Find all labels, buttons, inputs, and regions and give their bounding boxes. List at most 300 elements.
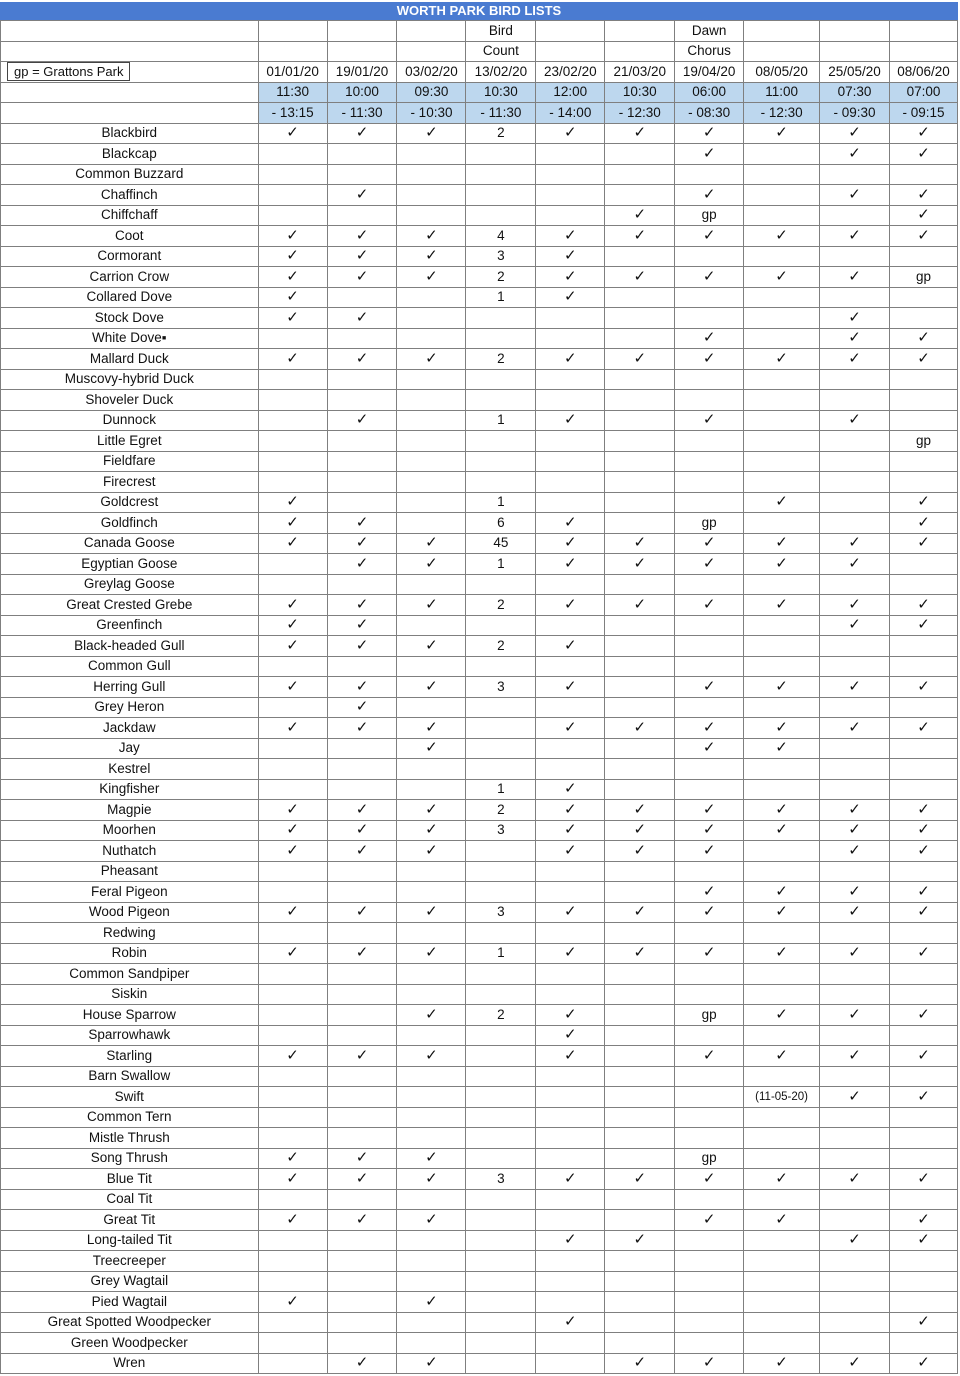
observation-cell bbox=[889, 964, 957, 985]
observation-cell bbox=[605, 287, 675, 308]
check-mark-cell: ✓ bbox=[258, 595, 327, 616]
observation-cell bbox=[605, 1025, 675, 1046]
table-row bbox=[1, 472, 958, 493]
table-row bbox=[1, 410, 958, 431]
table-row bbox=[1, 246, 958, 267]
bird-name-cell bbox=[1, 1292, 259, 1313]
bird-name-cell bbox=[1, 759, 259, 780]
observation-cell bbox=[744, 308, 820, 329]
legend-cell bbox=[1, 62, 259, 83]
check-mark-cell: ✓ bbox=[327, 513, 397, 534]
observation-cell bbox=[744, 615, 820, 636]
observation-cell bbox=[466, 451, 536, 472]
observation-cell bbox=[466, 1251, 536, 1272]
check-mark-cell: ✓ bbox=[397, 841, 466, 862]
table-row bbox=[1, 984, 958, 1005]
column-note bbox=[258, 41, 327, 62]
observation-cell bbox=[605, 636, 675, 657]
check-mark-cell: ✓ bbox=[397, 738, 466, 759]
table-row bbox=[1, 1312, 958, 1333]
table-row bbox=[1, 164, 958, 185]
check-mark-cell: ✓ bbox=[889, 1230, 957, 1251]
observation-cell bbox=[605, 185, 675, 206]
observation-cell bbox=[675, 1087, 744, 1108]
check-mark-cell: ✓ bbox=[820, 943, 890, 964]
bird-name-cell bbox=[1, 205, 259, 226]
observation-cell bbox=[605, 1148, 675, 1169]
observation-cell bbox=[889, 554, 957, 575]
observation-cell bbox=[744, 1292, 820, 1313]
check-mark-cell: ✓ bbox=[889, 123, 957, 144]
observation-cell bbox=[327, 574, 397, 595]
bird-name: Kingfisher bbox=[99, 781, 160, 797]
observation-cell bbox=[327, 656, 397, 677]
observation-cell bbox=[258, 1025, 327, 1046]
observation-cell bbox=[605, 492, 675, 513]
observation-cell bbox=[327, 1128, 397, 1149]
observation-cell: gp bbox=[889, 431, 957, 452]
bird-name: Kestrel bbox=[108, 760, 151, 776]
bird-name: Goldfinch bbox=[100, 514, 158, 530]
bird-name-cell bbox=[1, 1087, 259, 1108]
column-end-time: - 12:30 bbox=[605, 103, 675, 124]
bird-name: Siskin bbox=[111, 986, 148, 1002]
observation-cell bbox=[536, 697, 605, 718]
observation-cell: 3 bbox=[466, 677, 536, 698]
check-mark-cell: ✓ bbox=[820, 185, 890, 206]
check-mark-cell: ✓ bbox=[605, 1169, 675, 1190]
bird-name-cell bbox=[1, 1353, 259, 1374]
table-row bbox=[1, 431, 958, 452]
bird-name: Great Crested Grebe bbox=[66, 596, 193, 612]
observation-cell bbox=[466, 1025, 536, 1046]
check-mark-cell: ✓ bbox=[675, 1169, 744, 1190]
check-mark-cell: ✓ bbox=[536, 820, 605, 841]
bird-name: Canada Goose bbox=[83, 535, 175, 551]
bird-name-cell bbox=[1, 1169, 259, 1190]
bird-name-cell bbox=[1, 1128, 259, 1149]
check-mark-cell: ✓ bbox=[397, 533, 466, 554]
bird-name: Muscovy-hybrid Duck bbox=[64, 371, 194, 387]
bird-name-cell bbox=[1, 144, 259, 165]
bird-name-cell bbox=[1, 1148, 259, 1169]
observation-cell bbox=[327, 1292, 397, 1313]
column-note bbox=[605, 21, 675, 42]
observation-cell bbox=[327, 923, 397, 944]
observation-cell bbox=[258, 1107, 327, 1128]
check-mark-cell: ✓ bbox=[536, 1025, 605, 1046]
column-end-time: - 08:30 bbox=[675, 103, 744, 124]
check-mark-cell: ✓ bbox=[397, 246, 466, 267]
check-mark-cell: ✓ bbox=[536, 1312, 605, 1333]
observation-cell bbox=[675, 615, 744, 636]
table-row bbox=[1, 1046, 958, 1067]
column-date: 03/02/20 bbox=[397, 62, 466, 83]
observation-cell bbox=[889, 861, 957, 882]
bird-name: Shoveler Duck bbox=[85, 391, 174, 407]
check-mark-cell: ✓ bbox=[327, 677, 397, 698]
observation-cell bbox=[397, 144, 466, 165]
observation-cell bbox=[536, 1251, 605, 1272]
observation-cell bbox=[466, 205, 536, 226]
table-row bbox=[1, 1107, 958, 1128]
bird-name-cell bbox=[1, 841, 259, 862]
observation-cell bbox=[820, 964, 890, 985]
bird-table-body bbox=[1, 21, 958, 1374]
check-mark-cell: ✓ bbox=[258, 1292, 327, 1313]
check-mark-cell: ✓ bbox=[536, 902, 605, 923]
observation-cell bbox=[675, 492, 744, 513]
observation-cell bbox=[744, 1148, 820, 1169]
check-mark-cell: ✓ bbox=[889, 533, 957, 554]
observation-cell bbox=[605, 677, 675, 698]
bird-name-cell bbox=[1, 882, 259, 903]
bird-name-cell bbox=[1, 328, 259, 349]
header-row-end bbox=[1, 103, 958, 124]
observation-cell bbox=[536, 615, 605, 636]
bird-name: Common Sandpiper bbox=[69, 965, 190, 981]
bird-name-cell bbox=[1, 492, 259, 513]
check-mark-cell: ✓ bbox=[605, 902, 675, 923]
column-end-time: - 12:30 bbox=[744, 103, 820, 124]
observation-cell bbox=[605, 738, 675, 759]
observation-cell: 3 bbox=[466, 1169, 536, 1190]
bird-name: Coot bbox=[115, 227, 144, 243]
check-mark-cell: ✓ bbox=[397, 718, 466, 739]
bird-name-cell bbox=[1, 533, 259, 554]
check-mark-cell: ✓ bbox=[258, 1148, 327, 1169]
table-row bbox=[1, 123, 958, 144]
observation-cell bbox=[744, 328, 820, 349]
check-mark-cell: ✓ bbox=[605, 1353, 675, 1374]
check-mark-cell: ✓ bbox=[820, 841, 890, 862]
check-mark-cell: ✓ bbox=[820, 820, 890, 841]
check-mark-cell: ✓ bbox=[327, 533, 397, 554]
observation-cell bbox=[744, 410, 820, 431]
bird-name: Chiffchaff bbox=[101, 207, 158, 223]
observation-cell bbox=[466, 738, 536, 759]
observation-cell bbox=[605, 697, 675, 718]
observation-cell bbox=[820, 164, 890, 185]
observation-cell bbox=[605, 882, 675, 903]
check-mark-cell: ✓ bbox=[675, 820, 744, 841]
observation-cell bbox=[327, 369, 397, 390]
bird-name: Moorhen bbox=[102, 822, 156, 838]
observation-cell bbox=[258, 451, 327, 472]
observation-cell bbox=[675, 1025, 744, 1046]
table-row bbox=[1, 738, 958, 759]
observation-cell bbox=[397, 882, 466, 903]
table-row bbox=[1, 533, 958, 554]
observation-cell bbox=[820, 656, 890, 677]
observation-cell bbox=[258, 738, 327, 759]
check-mark-cell: ✓ bbox=[536, 841, 605, 862]
observation-cell: 2 bbox=[466, 800, 536, 821]
observation-cell bbox=[258, 431, 327, 452]
observation-cell bbox=[466, 615, 536, 636]
observation-cell bbox=[327, 1087, 397, 1108]
bird-name: Redwing bbox=[103, 924, 156, 940]
bird-name-cell bbox=[1, 1189, 259, 1210]
observation-cell bbox=[675, 1066, 744, 1087]
check-mark-cell: ✓ bbox=[605, 267, 675, 288]
observation-cell bbox=[397, 1107, 466, 1128]
bird-name-cell bbox=[1, 226, 259, 247]
check-mark-cell: ✓ bbox=[536, 1005, 605, 1026]
check-mark-cell: ✓ bbox=[258, 820, 327, 841]
observation-cell bbox=[536, 144, 605, 165]
observation-cell: 2 bbox=[466, 267, 536, 288]
check-mark-cell: ✓ bbox=[675, 1353, 744, 1374]
check-mark-cell: ✓ bbox=[327, 410, 397, 431]
observation-cell bbox=[397, 861, 466, 882]
observation-cell bbox=[744, 1107, 820, 1128]
check-mark-cell: ✓ bbox=[536, 410, 605, 431]
observation-cell bbox=[397, 1251, 466, 1272]
observation-cell bbox=[605, 1066, 675, 1087]
observation-cell bbox=[675, 861, 744, 882]
observation-cell bbox=[820, 738, 890, 759]
table-row bbox=[1, 1271, 958, 1292]
observation-cell bbox=[889, 369, 957, 390]
observation-cell bbox=[675, 759, 744, 780]
bird-name-cell bbox=[1, 1210, 259, 1231]
table-row bbox=[1, 1292, 958, 1313]
observation-cell bbox=[536, 328, 605, 349]
observation-cell bbox=[466, 697, 536, 718]
observation-cell bbox=[889, 287, 957, 308]
check-mark-cell: ✓ bbox=[605, 943, 675, 964]
observation-cell bbox=[605, 759, 675, 780]
check-mark-cell: ✓ bbox=[889, 144, 957, 165]
observation-cell bbox=[820, 431, 890, 452]
observation-cell bbox=[258, 390, 327, 411]
check-mark-cell: ✓ bbox=[327, 841, 397, 862]
observation-cell bbox=[536, 308, 605, 329]
observation-cell bbox=[744, 923, 820, 944]
observation-cell bbox=[397, 1066, 466, 1087]
check-mark-cell: ✓ bbox=[327, 308, 397, 329]
observation-cell bbox=[675, 697, 744, 718]
observation-cell bbox=[397, 328, 466, 349]
observation-cell bbox=[675, 1128, 744, 1149]
observation-cell bbox=[744, 369, 820, 390]
observation-cell bbox=[889, 779, 957, 800]
column-date: 19/01/20 bbox=[327, 62, 397, 83]
observation-cell bbox=[675, 369, 744, 390]
check-mark-cell: ✓ bbox=[889, 1353, 957, 1374]
observation-cell bbox=[675, 1271, 744, 1292]
observation-cell bbox=[327, 472, 397, 493]
observation-cell bbox=[889, 308, 957, 329]
bird-table bbox=[0, 20, 958, 1374]
table-row bbox=[1, 185, 958, 206]
observation-cell bbox=[820, 451, 890, 472]
observation-cell bbox=[327, 1230, 397, 1251]
observation-cell bbox=[675, 472, 744, 493]
observation-cell bbox=[744, 1271, 820, 1292]
bird-name-cell bbox=[1, 1251, 259, 1272]
check-mark-cell: ✓ bbox=[889, 882, 957, 903]
column-start-time: 07:00 bbox=[889, 82, 957, 103]
observation-cell bbox=[605, 779, 675, 800]
observation-cell bbox=[327, 738, 397, 759]
observation-cell bbox=[536, 1087, 605, 1108]
check-mark-cell: ✓ bbox=[605, 820, 675, 841]
bird-name-cell bbox=[1, 1025, 259, 1046]
observation-cell bbox=[397, 1087, 466, 1108]
column-start-time: 10:30 bbox=[466, 82, 536, 103]
check-mark-cell: ✓ bbox=[820, 267, 890, 288]
observation-cell bbox=[466, 1189, 536, 1210]
observation-cell bbox=[466, 984, 536, 1005]
observation-cell bbox=[744, 984, 820, 1005]
observation-cell: 2 bbox=[466, 636, 536, 657]
table-row bbox=[1, 697, 958, 718]
bird-name: Black-headed Gull bbox=[74, 637, 185, 653]
column-note: Bird bbox=[466, 21, 536, 42]
check-mark-cell: ✓ bbox=[258, 615, 327, 636]
check-mark-cell: ✓ bbox=[675, 328, 744, 349]
observation-cell bbox=[889, 410, 957, 431]
check-mark-cell: ✓ bbox=[744, 226, 820, 247]
observation-cell: 3 bbox=[466, 246, 536, 267]
check-mark-cell: ✓ bbox=[820, 1005, 890, 1026]
header-row-note2 bbox=[1, 41, 958, 62]
check-mark-cell: ✓ bbox=[258, 1210, 327, 1231]
check-mark-cell: ✓ bbox=[536, 677, 605, 698]
observation-cell bbox=[536, 205, 605, 226]
observation-cell bbox=[258, 1353, 327, 1374]
check-mark-cell: ✓ bbox=[258, 943, 327, 964]
check-mark-cell: ✓ bbox=[744, 595, 820, 616]
observation-cell bbox=[744, 759, 820, 780]
observation-cell bbox=[327, 431, 397, 452]
observation-cell bbox=[744, 1333, 820, 1354]
check-mark-cell: ✓ bbox=[536, 513, 605, 534]
check-mark-cell: ✓ bbox=[327, 554, 397, 575]
bird-name-cell bbox=[1, 554, 259, 575]
check-mark-cell: ✓ bbox=[397, 554, 466, 575]
check-mark-cell: ✓ bbox=[889, 800, 957, 821]
observation-cell bbox=[327, 1107, 397, 1128]
check-mark-cell: ✓ bbox=[744, 554, 820, 575]
bird-name: Great Spotted Woodpecker bbox=[47, 1314, 211, 1330]
observation-cell bbox=[889, 1148, 957, 1169]
check-mark-cell: ✓ bbox=[744, 267, 820, 288]
bird-name-cell bbox=[1, 738, 259, 759]
bird-name-cell bbox=[1, 964, 259, 985]
observation-cell bbox=[397, 697, 466, 718]
table-row bbox=[1, 656, 958, 677]
check-mark-cell: ✓ bbox=[605, 841, 675, 862]
check-mark-cell: ✓ bbox=[820, 1353, 890, 1374]
check-mark-cell: ✓ bbox=[327, 1148, 397, 1169]
check-mark-cell: ✓ bbox=[536, 349, 605, 370]
observation-cell bbox=[258, 759, 327, 780]
check-mark-cell: ✓ bbox=[889, 1005, 957, 1026]
observation-cell bbox=[605, 164, 675, 185]
check-mark-cell: ✓ bbox=[397, 1292, 466, 1313]
observation-cell bbox=[397, 574, 466, 595]
check-mark-cell: ✓ bbox=[820, 882, 890, 903]
check-mark-cell: ✓ bbox=[536, 1230, 605, 1251]
observation-cell bbox=[327, 984, 397, 1005]
bird-name: Jackdaw bbox=[103, 719, 156, 735]
column-start-time: 10:00 bbox=[327, 82, 397, 103]
check-mark-cell: ✓ bbox=[744, 902, 820, 923]
table-row bbox=[1, 820, 958, 841]
observation-cell bbox=[605, 923, 675, 944]
observation-cell bbox=[744, 1251, 820, 1272]
header-blank bbox=[1, 21, 259, 42]
observation-cell: 45 bbox=[466, 533, 536, 554]
column-end-time: - 09:15 bbox=[889, 103, 957, 124]
bird-name: Barn Swallow bbox=[88, 1068, 171, 1084]
observation-cell bbox=[397, 656, 466, 677]
check-mark-cell: ✓ bbox=[889, 1046, 957, 1067]
observation-cell bbox=[397, 451, 466, 472]
observation-cell bbox=[605, 431, 675, 452]
observation-cell bbox=[536, 472, 605, 493]
check-mark-cell: ✓ bbox=[536, 595, 605, 616]
observation-cell bbox=[605, 1087, 675, 1108]
observation-cell bbox=[536, 164, 605, 185]
check-mark-cell: ✓ bbox=[820, 410, 890, 431]
observation-cell bbox=[327, 882, 397, 903]
observation-cell: gp bbox=[889, 267, 957, 288]
observation-cell bbox=[536, 861, 605, 882]
bird-name: Jay bbox=[118, 740, 140, 756]
bird-name: Little Egret bbox=[97, 432, 162, 448]
observation-cell bbox=[327, 390, 397, 411]
observation-cell bbox=[889, 1128, 957, 1149]
observation-cell bbox=[675, 164, 744, 185]
check-mark-cell: ✓ bbox=[397, 943, 466, 964]
observation-cell bbox=[258, 964, 327, 985]
observation-cell bbox=[820, 246, 890, 267]
check-mark-cell: ✓ bbox=[536, 943, 605, 964]
check-mark-cell: ✓ bbox=[397, 349, 466, 370]
observation-cell bbox=[258, 164, 327, 185]
observation-cell bbox=[889, 656, 957, 677]
check-mark-cell: ✓ bbox=[889, 595, 957, 616]
bird-name-cell bbox=[1, 185, 259, 206]
observation-cell bbox=[820, 1107, 890, 1128]
table-row bbox=[1, 1189, 958, 1210]
table-row bbox=[1, 226, 958, 247]
observation-cell bbox=[258, 205, 327, 226]
observation-cell bbox=[327, 759, 397, 780]
check-mark-cell: ✓ bbox=[536, 554, 605, 575]
bird-name: Greenfinch bbox=[96, 617, 163, 633]
observation-cell bbox=[258, 1066, 327, 1087]
observation-cell bbox=[675, 1251, 744, 1272]
check-mark-cell: ✓ bbox=[258, 246, 327, 267]
observation-cell bbox=[397, 369, 466, 390]
observation-cell bbox=[466, 1087, 536, 1108]
observation-cell: 2 bbox=[466, 595, 536, 616]
observation-cell bbox=[820, 984, 890, 1005]
check-mark-cell: ✓ bbox=[397, 800, 466, 821]
observation-cell bbox=[605, 1189, 675, 1210]
check-mark-cell: ✓ bbox=[820, 349, 890, 370]
check-mark-cell: ✓ bbox=[889, 328, 957, 349]
bird-name: Greylag Goose bbox=[83, 576, 175, 592]
observation-cell bbox=[744, 1128, 820, 1149]
observation-cell bbox=[327, 964, 397, 985]
check-mark-cell: ✓ bbox=[820, 1087, 890, 1108]
